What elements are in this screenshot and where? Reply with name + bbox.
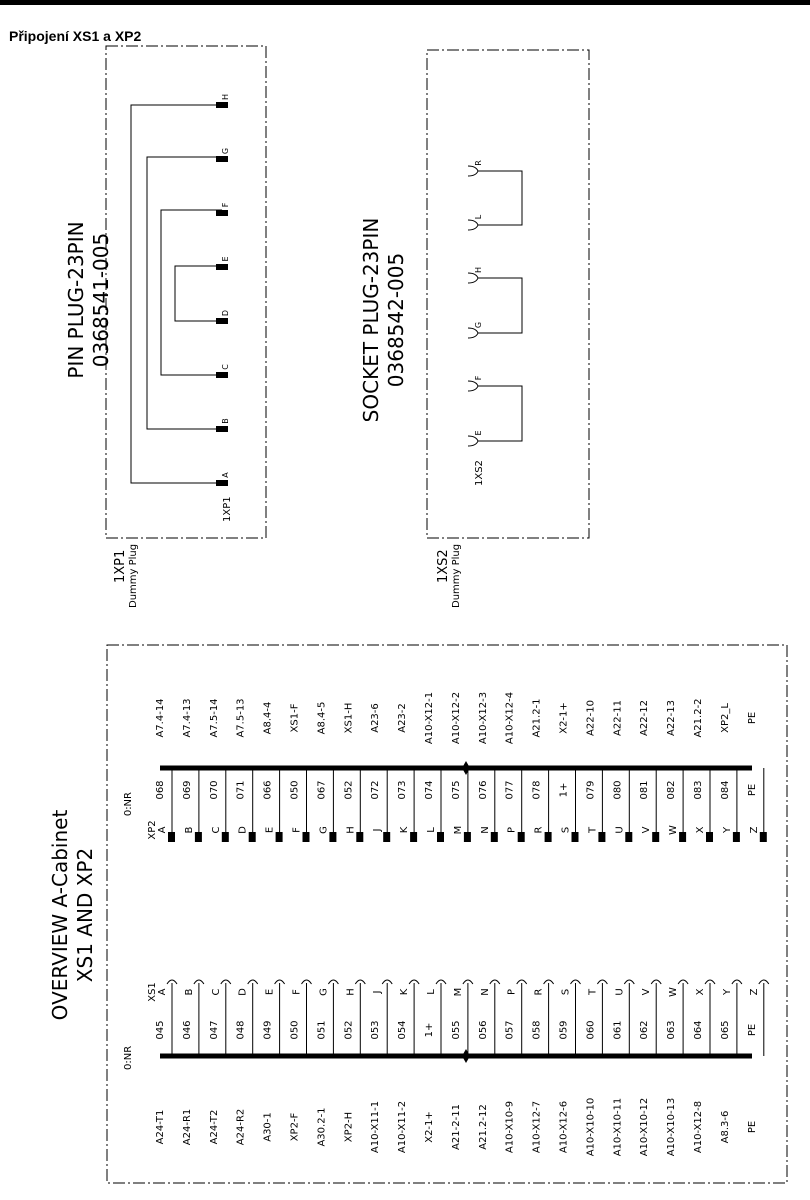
xs1-wire-9: 054 xyxy=(397,1020,409,1040)
xp2-letter-w: W xyxy=(668,825,680,835)
xs1-wire-19: 063 xyxy=(666,1020,678,1040)
xs1-target-7: XP2-H xyxy=(343,1111,355,1143)
xp2-letter-b: B xyxy=(183,826,195,834)
xp2-letter-s: S xyxy=(560,826,572,834)
xs1-target-10: X2-1+ xyxy=(424,1111,435,1143)
xp2-wire-19: 082 xyxy=(666,780,678,800)
xp2-letter-k: K xyxy=(399,826,411,834)
pin-terminal-b xyxy=(216,426,228,432)
xp2-pin-terminal-l xyxy=(437,832,444,842)
xp2-target-12: A10-X12-3 xyxy=(477,691,489,745)
xs1-letter-t: T xyxy=(587,988,599,996)
xp2-pin-terminal-x xyxy=(706,832,713,842)
xs1-wire-13: 057 xyxy=(504,1020,516,1040)
pin-plug-subtitle: Dummy Plug xyxy=(128,543,139,608)
xs1-letter-x: X xyxy=(695,988,706,996)
xp2-letter-n: N xyxy=(479,826,491,834)
xp2-pin-terminal-t xyxy=(598,832,605,842)
xs1-connector-label: XS1 xyxy=(147,982,158,1002)
xp2-letter-p: P xyxy=(506,826,518,834)
pin-label-e: E xyxy=(221,256,230,262)
xs1-letter-y: Y xyxy=(721,988,733,996)
xs1-letter-e: E xyxy=(264,988,276,996)
socket-contact-l xyxy=(468,220,478,230)
xp2-pin-terminal-g xyxy=(329,832,336,842)
socket-label-l: L xyxy=(474,214,483,220)
xp2-pin-terminal-d xyxy=(249,832,256,842)
overview-title: OVERVIEW A-Cabinet xyxy=(48,809,72,1021)
xp2-letter-y: Y xyxy=(721,826,733,834)
socket-contact-e xyxy=(468,436,478,446)
xp2-wire-21: 084 xyxy=(719,780,731,800)
xp2-letter-f: F xyxy=(291,827,303,833)
xs1-target-14: A10-X12-7 xyxy=(531,1100,543,1154)
xp2-target-19: A22-13 xyxy=(666,700,678,736)
socket-contact-f xyxy=(468,381,478,391)
xs1-wire-3: 048 xyxy=(235,1020,247,1040)
xs1-wire-17: 061 xyxy=(612,1020,624,1040)
xs1-letter-b: B xyxy=(183,988,195,996)
pin-label-g: G xyxy=(221,147,230,155)
socket-plug-pins xyxy=(468,160,483,446)
xp2-pin-terminal-y xyxy=(733,832,740,842)
xs1-target-4: A30-1 xyxy=(262,1112,274,1142)
xp2-pin-terminal-s xyxy=(572,832,579,842)
overview-subtitle: XS1 AND XP2 xyxy=(73,847,97,983)
pin-plug-frame xyxy=(106,46,266,538)
socket-plug-inner-label: 1XS2 xyxy=(474,460,485,486)
xs1-letter-v: V xyxy=(641,988,653,996)
xs1-target-21: A8.3-6 xyxy=(719,1110,731,1144)
xp2-pin-terminal-m xyxy=(464,832,471,842)
xp2-pin-terminal-v xyxy=(652,832,659,842)
xp2-target-22: PE xyxy=(746,711,758,725)
xs1-wire-11: 055 xyxy=(450,1020,462,1040)
xp2-pin-terminal-a xyxy=(168,832,175,842)
pin-terminal-g xyxy=(216,156,228,162)
xs1-wire-20: 064 xyxy=(693,1020,704,1040)
xs1-target-2: A24-T2 xyxy=(208,1109,220,1145)
xp2-target-20: A21.2-2 xyxy=(693,698,704,738)
overview-block xyxy=(48,645,787,1183)
xp2-pin-terminal-j xyxy=(383,832,390,842)
xs1-column-group xyxy=(155,980,769,1156)
socket-jumper-e-f xyxy=(478,386,522,441)
xs1-target-17: A10-X10-11 xyxy=(612,1097,624,1157)
xs1-target-16: A10-X10-10 xyxy=(585,1097,597,1157)
xp2-wire-18: 081 xyxy=(639,780,651,800)
xs1-wire-8: 053 xyxy=(370,1020,382,1040)
xs1-wire-12: 056 xyxy=(477,1020,489,1040)
xp2-wire-11: 075 xyxy=(450,780,462,800)
xp2-wire-5: 050 xyxy=(289,780,301,800)
xs1-wire-0: 045 xyxy=(155,1020,166,1040)
pin-jumper-d-e xyxy=(175,266,222,321)
xp2-target-7: XS1-H xyxy=(343,702,355,734)
pin-label-a: A xyxy=(221,472,230,478)
xp2-letter-j: J xyxy=(372,828,384,832)
xs1-wire-2: 047 xyxy=(208,1020,220,1040)
xp2-target-16: A22-10 xyxy=(585,700,597,736)
xp2-wire-6: 067 xyxy=(316,780,328,800)
xp2-pin-terminal-r xyxy=(545,832,552,842)
pin-terminal-h xyxy=(216,102,228,108)
xs1-wire-6: 051 xyxy=(316,1020,328,1040)
xp2-target-13: A10-X12-4 xyxy=(504,691,516,745)
xp2-connector-label: XP2 xyxy=(147,820,158,840)
pin-jumper-c-f xyxy=(161,210,222,375)
xs1-letter-g: G xyxy=(318,988,330,996)
xp2-wire-12: 076 xyxy=(477,780,489,800)
pin-plug-part-number: 0368541-005 xyxy=(89,232,113,368)
xp2-target-5: XS1-F xyxy=(289,703,301,733)
xp2-letter-a: A xyxy=(157,826,168,834)
socket-label-h: H xyxy=(474,266,483,274)
socket-plug-part-number: 0368542-005 xyxy=(384,252,408,388)
xs1-letter-r: R xyxy=(533,988,545,996)
xp2-wire-7: 052 xyxy=(343,780,355,800)
xs1-target-13: A10-X10-9 xyxy=(504,1100,516,1154)
xp2-target-4: A8.4-4 xyxy=(262,701,274,735)
xp2-bus-marker xyxy=(462,761,470,775)
pin-label-f: F xyxy=(221,202,230,208)
xp2-letter-t: T xyxy=(587,826,599,834)
xp2-wire-9: 073 xyxy=(397,780,409,800)
xp2-wire-22: PE xyxy=(746,783,758,797)
xs1-letter-a: A xyxy=(157,988,168,996)
xs1-wire-16: 060 xyxy=(585,1020,597,1040)
xs1-letter-j: J xyxy=(372,990,384,994)
xs1-letter-m: M xyxy=(452,987,464,997)
xp2-letter-l: L xyxy=(426,827,437,833)
xs1-letter-s: S xyxy=(560,988,572,996)
xp2-letter-d: D xyxy=(237,826,249,834)
xp2-pin-terminal-h xyxy=(356,832,363,842)
xs1-target-15: A10-X12-6 xyxy=(558,1100,570,1154)
pin-plug-block xyxy=(64,46,266,608)
xp2-target-14: A21.2-1 xyxy=(531,698,543,738)
xs1-letter-h: H xyxy=(345,988,357,996)
xs1-letter-w: W xyxy=(668,987,680,997)
xp2-pin-terminal-n xyxy=(491,832,498,842)
xs1-target-5: XP2-F xyxy=(289,1112,301,1142)
xp2-target-11: A10-X12-2 xyxy=(450,691,462,745)
xp2-wire-13: 077 xyxy=(504,780,516,800)
xp2-letter-u: U xyxy=(614,826,626,834)
xs1-wire-22: PE xyxy=(746,1023,758,1037)
xp2-letter-e: E xyxy=(264,826,276,834)
socket-plug-frame xyxy=(427,50,589,538)
xp2-target-1: A7.4-13 xyxy=(181,698,193,738)
xp2-pin-terminal-u xyxy=(625,832,632,842)
xs1-target-1: A24-R1 xyxy=(181,1108,193,1146)
socket-label-g: G xyxy=(474,321,483,329)
xp2-target-6: A8.4-5 xyxy=(316,701,328,735)
xp2-letter-z: Z xyxy=(748,826,760,834)
xs1-wire-1: 046 xyxy=(181,1020,193,1040)
xp2-target-10: A10-X12-1 xyxy=(424,691,435,745)
xs1-wire-18: 062 xyxy=(639,1020,651,1040)
xp2-wire-4: 066 xyxy=(262,780,274,800)
xp2-target-21: XP2_L xyxy=(719,703,731,733)
xp2-pin-terminal-f xyxy=(303,832,310,842)
xp2-wire-10: 074 xyxy=(424,780,435,800)
xs1-wire-7: 052 xyxy=(343,1020,355,1040)
xp2-pin-terminal-z xyxy=(760,832,767,842)
xp2-pin-terminal-w xyxy=(679,832,686,842)
xp2-target-2: A7.5-14 xyxy=(208,698,220,738)
xs1-wire-14: 058 xyxy=(531,1020,543,1040)
xs1-letter-k: K xyxy=(399,988,411,996)
xp2-wire-0: 068 xyxy=(155,780,166,800)
xs1-letter-f: F xyxy=(291,989,303,995)
pin-terminal-f xyxy=(216,210,228,216)
socket-plug-subtitle: Dummy Plug xyxy=(451,543,462,608)
xp2-letter-c: C xyxy=(210,826,222,834)
xs1-letter-n: N xyxy=(479,988,491,996)
xp2-target-18: A22-12 xyxy=(639,700,651,736)
socket-plug-designator: 1XS2 xyxy=(436,549,451,583)
xp2-letter-r: R xyxy=(533,826,545,834)
xp2-pin-terminal-c xyxy=(222,832,229,842)
xp2-pin-terminal-k xyxy=(410,832,417,842)
pin-plug-designator: 1XP1 xyxy=(113,549,128,583)
xs1-wire-10: 1+ xyxy=(424,1022,435,1038)
xp2-target-0: A7.4-14 xyxy=(155,698,166,738)
xs1-wire-4: 049 xyxy=(262,1020,274,1040)
xp2-letter-g: G xyxy=(318,826,330,834)
xs1-target-6: A30.2-1 xyxy=(316,1107,328,1147)
xp2-target-8: A23-6 xyxy=(370,703,382,733)
xp2-wire-15: 1+ xyxy=(558,782,570,798)
xs1-target-12: A21.2-12 xyxy=(477,1104,489,1150)
xs1-wire-15: 059 xyxy=(558,1020,570,1040)
socket-jumper-g-h xyxy=(478,278,522,333)
socket-contact-r xyxy=(468,166,478,176)
xp2-pin-terminal-e xyxy=(276,832,283,842)
xp2-target-17: A22-11 xyxy=(612,700,624,736)
xp2-wire-2: 070 xyxy=(208,780,220,800)
xs1-letter-c: C xyxy=(210,988,222,996)
pin-plug-inner-label: 1XP1 xyxy=(222,496,233,522)
xs1-letter-u: U xyxy=(614,988,626,996)
pin-terminal-c xyxy=(216,372,228,378)
pin-jumper-a-h xyxy=(131,105,222,483)
socket-plug-block xyxy=(359,50,589,608)
xp2-wire-17: 080 xyxy=(612,780,624,800)
xs1-wire-5: 050 xyxy=(289,1020,301,1040)
pin-plug-title: PIN PLUG-23PIN xyxy=(64,221,88,379)
pin-label-b: B xyxy=(221,418,230,424)
pin-terminal-a xyxy=(216,480,228,486)
pin-label-d: D xyxy=(221,309,230,317)
xs1-letter-p: P xyxy=(506,988,518,996)
xs1-target-0: A24-T1 xyxy=(155,1109,166,1145)
xp2-letter-x: X xyxy=(695,826,706,834)
socket-plug-title: SOCKET PLUG-23PIN xyxy=(359,217,383,423)
socket-jumper-l-r xyxy=(478,171,522,225)
xs1-target-3: A24-R2 xyxy=(235,1108,247,1146)
page-title: Připojení XS1 a XP2 xyxy=(9,28,142,44)
xs1-target-8: A10-X11-1 xyxy=(370,1100,382,1154)
socket-label-f: F xyxy=(474,375,483,381)
xp2-target-9: A23-2 xyxy=(397,703,409,733)
xs1-target-9: A10-X11-2 xyxy=(397,1100,409,1154)
xs1-bus-label: 0:NR xyxy=(123,1045,134,1070)
pin-jumper-b-g xyxy=(147,157,222,429)
xs1-target-11: A21-2-11 xyxy=(450,1104,462,1150)
xp2-wire-14: 078 xyxy=(531,780,543,800)
xp2-wire-8: 072 xyxy=(370,780,382,800)
pin-label-h: H xyxy=(221,93,230,101)
xs1-target-22: PE xyxy=(746,1120,758,1134)
xs1-letter-d: D xyxy=(237,988,249,996)
pin-terminal-d xyxy=(216,318,228,324)
xp2-target-3: A7.5-13 xyxy=(235,698,247,738)
xp2-target-15: X2-1+ xyxy=(558,702,570,734)
xp2-letter-v: V xyxy=(641,826,653,834)
socket-label-r: R xyxy=(474,160,483,166)
pin-plug-pins xyxy=(216,94,230,486)
pin-terminal-e xyxy=(216,264,228,270)
xs1-target-20: A10-X12-8 xyxy=(693,1100,704,1154)
socket-label-e: E xyxy=(474,430,483,436)
xp2-pin-terminal-p xyxy=(518,832,525,842)
xs1-bus-marker xyxy=(462,1049,470,1063)
xs1-letter-l: L xyxy=(426,989,437,995)
xp2-wire-20: 083 xyxy=(693,780,704,800)
xs1-target-18: A10-X10-12 xyxy=(639,1097,651,1157)
xs1-wire-21: 065 xyxy=(719,1020,731,1040)
xp2-pin-terminal-b xyxy=(195,832,202,842)
xp2-letter-m: M xyxy=(452,825,464,835)
xp2-bus-label: 0:NR xyxy=(123,792,134,817)
xp2-letter-h: H xyxy=(345,826,357,834)
xs1-letter-z: Z xyxy=(748,988,760,996)
xp2-wire-16: 079 xyxy=(585,780,597,800)
socket-contact-h xyxy=(468,273,478,283)
xs1-target-19: A10-X10-13 xyxy=(666,1097,678,1157)
xp2-wire-1: 069 xyxy=(181,780,193,800)
socket-contact-g xyxy=(468,328,478,338)
pin-label-c: C xyxy=(221,364,230,370)
xp2-wire-3: 071 xyxy=(235,780,247,800)
